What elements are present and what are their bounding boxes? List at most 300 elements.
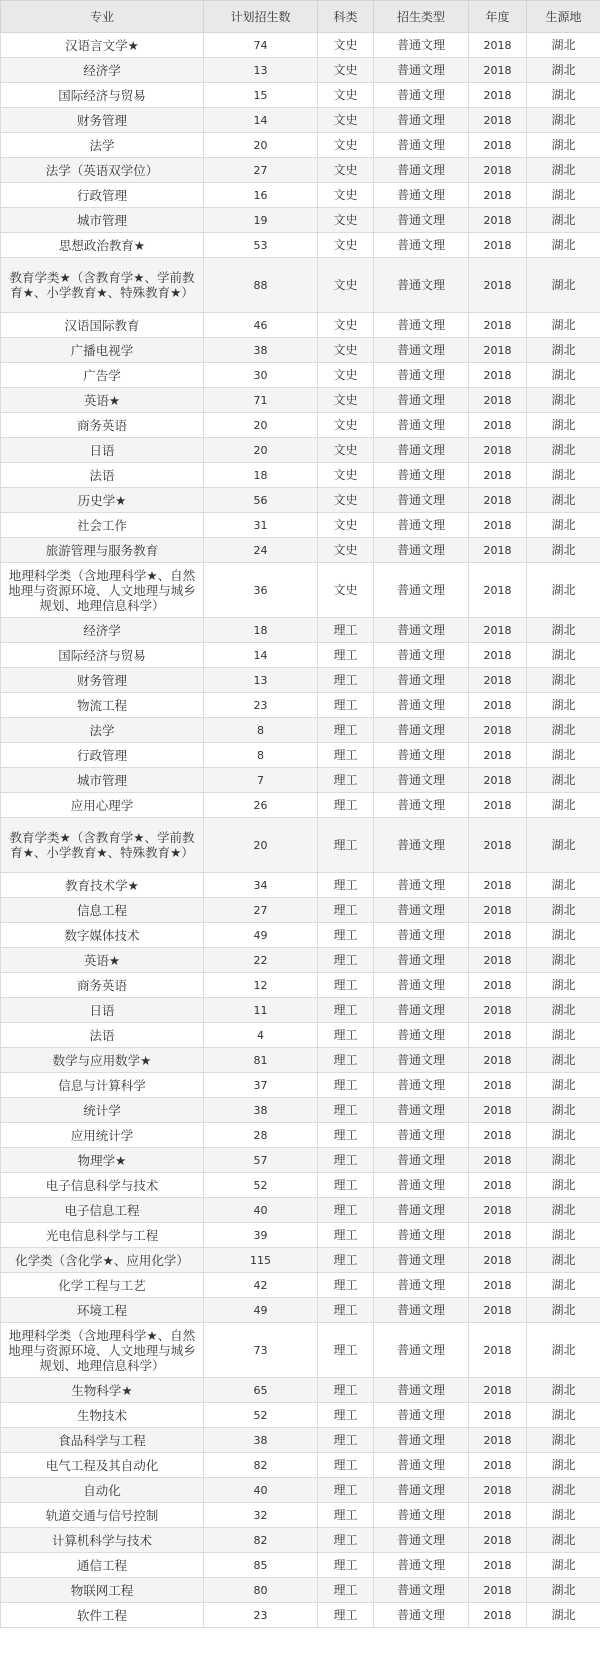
table-row xyxy=(1,948,600,973)
admission-type-cell: 普通文理 xyxy=(374,668,469,693)
admission-type-cell: 普通文理 xyxy=(374,818,469,873)
subject-category-cell: 理工 xyxy=(318,1403,374,1428)
plan-count-cell: 71 xyxy=(204,388,318,413)
major-cell: 国际经济与贸易 xyxy=(1,83,204,108)
table-row xyxy=(1,1048,600,1073)
plan-count-cell: 11 xyxy=(204,998,318,1023)
subject-category-cell: 理工 xyxy=(318,1223,374,1248)
source-province-cell: 湖北 xyxy=(527,768,600,793)
source-province-cell: 湖北 xyxy=(527,923,600,948)
year-cell: 2018 xyxy=(469,108,527,133)
admission-type-cell: 普通文理 xyxy=(374,1298,469,1323)
plan-count-cell: 32 xyxy=(204,1503,318,1528)
table-body xyxy=(1,33,600,1628)
source-province-cell: 湖北 xyxy=(527,998,600,1023)
table-row xyxy=(1,388,600,413)
admission-type-cell: 普通文理 xyxy=(374,1403,469,1428)
admission-type-cell: 普通文理 xyxy=(374,1223,469,1248)
major-cell: 英语★ xyxy=(1,948,204,973)
admission-type-cell: 普通文理 xyxy=(374,1073,469,1098)
plan-count-cell: 85 xyxy=(204,1553,318,1578)
table-row xyxy=(1,1073,600,1098)
admission-type-cell: 普通文理 xyxy=(374,973,469,998)
admission-type-cell: 普通文理 xyxy=(374,388,469,413)
admission-type-cell: 普通文理 xyxy=(374,1323,469,1378)
year-cell: 2018 xyxy=(469,33,527,58)
source-province-cell: 湖北 xyxy=(527,1378,600,1403)
admission-type-cell: 普通文理 xyxy=(374,1378,469,1403)
source-province-cell: 湖北 xyxy=(527,1098,600,1123)
major-cell: 广播电视学 xyxy=(1,338,204,363)
subject-category-cell: 理工 xyxy=(318,743,374,768)
year-cell: 2018 xyxy=(469,1048,527,1073)
plan-count-cell: 28 xyxy=(204,1123,318,1148)
major-cell: 应用统计学 xyxy=(1,1123,204,1148)
plan-count-cell: 82 xyxy=(204,1528,318,1553)
subject-category-cell: 理工 xyxy=(318,643,374,668)
table-row xyxy=(1,1298,600,1323)
source-province-cell: 湖北 xyxy=(527,1428,600,1453)
admission-type-cell: 普通文理 xyxy=(374,743,469,768)
plan-count-cell: 56 xyxy=(204,488,318,513)
source-province-cell: 湖北 xyxy=(527,693,600,718)
year-cell: 2018 xyxy=(469,1323,527,1378)
admission-type-cell: 普通文理 xyxy=(374,948,469,973)
year-cell: 2018 xyxy=(469,1528,527,1553)
plan-count-cell: 39 xyxy=(204,1223,318,1248)
admission-type-cell: 普通文理 xyxy=(374,563,469,618)
source-province-cell: 湖北 xyxy=(527,538,600,563)
source-province-cell: 湖北 xyxy=(527,133,600,158)
year-cell: 2018 xyxy=(469,183,527,208)
source-province-cell: 湖北 xyxy=(527,1603,600,1628)
major-cell: 统计学 xyxy=(1,1098,204,1123)
year-cell: 2018 xyxy=(469,133,527,158)
table-row xyxy=(1,693,600,718)
subject-category-cell: 理工 xyxy=(318,873,374,898)
major-cell: 经济学 xyxy=(1,58,204,83)
subject-category-cell: 理工 xyxy=(318,1553,374,1578)
admission-type-cell: 普通文理 xyxy=(374,233,469,258)
plan-count-cell: 38 xyxy=(204,338,318,363)
admission-type-cell: 普通文理 xyxy=(374,488,469,513)
plan-count-cell: 53 xyxy=(204,233,318,258)
source-province-cell: 湖北 xyxy=(527,1478,600,1503)
table-row xyxy=(1,873,600,898)
subject-category-cell: 理工 xyxy=(318,1503,374,1528)
plan-count-cell: 7 xyxy=(204,768,318,793)
column-header-plan-count: 计划招生数 xyxy=(204,1,318,33)
year-cell: 2018 xyxy=(469,818,527,873)
major-cell: 计算机科学与技术 xyxy=(1,1528,204,1553)
subject-category-cell: 理工 xyxy=(318,1123,374,1148)
subject-category-cell: 文史 xyxy=(318,183,374,208)
subject-category-cell: 文史 xyxy=(318,258,374,313)
major-cell: 旅游管理与服务教育 xyxy=(1,538,204,563)
year-cell: 2018 xyxy=(469,463,527,488)
subject-category-cell: 文史 xyxy=(318,363,374,388)
plan-count-cell: 88 xyxy=(204,258,318,313)
plan-count-cell: 46 xyxy=(204,313,318,338)
source-province-cell: 湖北 xyxy=(527,363,600,388)
plan-count-cell: 81 xyxy=(204,1048,318,1073)
table-row xyxy=(1,1323,600,1378)
table-row xyxy=(1,1098,600,1123)
admission-type-cell: 普通文理 xyxy=(374,1048,469,1073)
source-province-cell: 湖北 xyxy=(527,58,600,83)
year-cell: 2018 xyxy=(469,718,527,743)
table-row xyxy=(1,793,600,818)
table-row xyxy=(1,1478,600,1503)
subject-category-cell: 理工 xyxy=(318,1323,374,1378)
subject-category-cell: 文史 xyxy=(318,538,374,563)
plan-count-cell: 15 xyxy=(204,83,318,108)
admission-type-cell: 普通文理 xyxy=(374,768,469,793)
source-province-cell: 湖北 xyxy=(527,1528,600,1553)
plan-count-cell: 65 xyxy=(204,1378,318,1403)
subject-category-cell: 理工 xyxy=(318,1478,374,1503)
major-cell: 电子信息科学与技术 xyxy=(1,1173,204,1198)
admission-type-cell: 普通文理 xyxy=(374,1503,469,1528)
table-row xyxy=(1,83,600,108)
subject-category-cell: 理工 xyxy=(318,818,374,873)
admission-type-cell: 普通文理 xyxy=(374,33,469,58)
year-cell: 2018 xyxy=(469,313,527,338)
subject-category-cell: 理工 xyxy=(318,1148,374,1173)
table-row xyxy=(1,1223,600,1248)
table-row xyxy=(1,1023,600,1048)
admission-type-cell: 普通文理 xyxy=(374,413,469,438)
subject-category-cell: 文史 xyxy=(318,83,374,108)
source-province-cell: 湖北 xyxy=(527,898,600,923)
major-cell: 教育学类★（含教育学★、学前教育★、小学教育★、特殊教育★） xyxy=(1,258,204,313)
year-cell: 2018 xyxy=(469,1198,527,1223)
table-row xyxy=(1,183,600,208)
table-row xyxy=(1,1553,600,1578)
source-province-cell: 湖北 xyxy=(527,873,600,898)
subject-category-cell: 文史 xyxy=(318,488,374,513)
table-row xyxy=(1,438,600,463)
plan-count-cell: 4 xyxy=(204,1023,318,1048)
year-cell: 2018 xyxy=(469,1223,527,1248)
major-cell: 教育学类★（含教育学★、学前教育★、小学教育★、特殊教育★） xyxy=(1,818,204,873)
table-row xyxy=(1,718,600,743)
table-row xyxy=(1,1248,600,1273)
admission-type-cell: 普通文理 xyxy=(374,1023,469,1048)
subject-category-cell: 理工 xyxy=(318,1198,374,1223)
admission-type-cell: 普通文理 xyxy=(374,718,469,743)
year-cell: 2018 xyxy=(469,83,527,108)
admission-type-cell: 普通文理 xyxy=(374,313,469,338)
subject-category-cell: 理工 xyxy=(318,948,374,973)
subject-category-cell: 理工 xyxy=(318,1098,374,1123)
plan-count-cell: 14 xyxy=(204,108,318,133)
admission-type-cell: 普通文理 xyxy=(374,538,469,563)
source-province-cell: 湖北 xyxy=(527,743,600,768)
subject-category-cell: 理工 xyxy=(318,1428,374,1453)
subject-category-cell: 理工 xyxy=(318,1048,374,1073)
year-cell: 2018 xyxy=(469,618,527,643)
major-cell: 物联网工程 xyxy=(1,1578,204,1603)
column-header-subject-category: 科类 xyxy=(318,1,374,33)
plan-count-cell: 20 xyxy=(204,413,318,438)
major-cell: 城市管理 xyxy=(1,768,204,793)
table-row xyxy=(1,413,600,438)
major-cell: 历史学★ xyxy=(1,488,204,513)
year-cell: 2018 xyxy=(469,1578,527,1603)
admission-type-cell: 普通文理 xyxy=(374,1478,469,1503)
major-cell: 环境工程 xyxy=(1,1298,204,1323)
table-row xyxy=(1,1578,600,1603)
table-row xyxy=(1,33,600,58)
subject-category-cell: 文史 xyxy=(318,413,374,438)
subject-category-cell: 理工 xyxy=(318,973,374,998)
major-cell: 法学 xyxy=(1,718,204,743)
admission-type-cell: 普通文理 xyxy=(374,58,469,83)
major-cell: 软件工程 xyxy=(1,1603,204,1628)
year-cell: 2018 xyxy=(469,1478,527,1503)
admission-type-cell: 普通文理 xyxy=(374,923,469,948)
source-province-cell: 湖北 xyxy=(527,643,600,668)
column-header-admission-type: 招生类型 xyxy=(374,1,469,33)
table-row xyxy=(1,1603,600,1628)
table-row xyxy=(1,768,600,793)
major-cell: 思想政治教育★ xyxy=(1,233,204,258)
table-row xyxy=(1,158,600,183)
source-province-cell: 湖北 xyxy=(527,1248,600,1273)
major-cell: 化学类（含化学★、应用化学） xyxy=(1,1248,204,1273)
major-cell: 财务管理 xyxy=(1,108,204,133)
year-cell: 2018 xyxy=(469,1298,527,1323)
year-cell: 2018 xyxy=(469,158,527,183)
plan-count-cell: 49 xyxy=(204,1298,318,1323)
table-row xyxy=(1,258,600,313)
year-cell: 2018 xyxy=(469,1148,527,1173)
subject-category-cell: 理工 xyxy=(318,923,374,948)
source-province-cell: 湖北 xyxy=(527,1123,600,1148)
source-province-cell: 湖北 xyxy=(527,718,600,743)
table-row xyxy=(1,488,600,513)
subject-category-cell: 理工 xyxy=(318,768,374,793)
year-cell: 2018 xyxy=(469,948,527,973)
source-province-cell: 湖北 xyxy=(527,1273,600,1298)
plan-count-cell: 57 xyxy=(204,1148,318,1173)
subject-category-cell: 文史 xyxy=(318,33,374,58)
table-row xyxy=(1,1428,600,1453)
admission-type-cell: 普通文理 xyxy=(374,618,469,643)
table-row xyxy=(1,1503,600,1528)
year-cell: 2018 xyxy=(469,1403,527,1428)
source-province-cell: 湖北 xyxy=(527,1223,600,1248)
admission-type-cell: 普通文理 xyxy=(374,1603,469,1628)
plan-count-cell: 18 xyxy=(204,618,318,643)
subject-category-cell: 理工 xyxy=(318,1603,374,1628)
table-row xyxy=(1,208,600,233)
subject-category-cell: 理工 xyxy=(318,1453,374,1478)
table-row xyxy=(1,898,600,923)
subject-category-cell: 文史 xyxy=(318,388,374,413)
admission-type-cell: 普通文理 xyxy=(374,643,469,668)
major-cell: 食品科学与工程 xyxy=(1,1428,204,1453)
major-cell: 自动化 xyxy=(1,1478,204,1503)
major-cell: 地理科学类（含地理科学★、自然地理与资源环境、人文地理与城乡规划、地理信息科学） xyxy=(1,563,204,618)
subject-category-cell: 文史 xyxy=(318,158,374,183)
source-province-cell: 湖北 xyxy=(527,338,600,363)
subject-category-cell: 理工 xyxy=(318,1578,374,1603)
major-cell: 教育技术学★ xyxy=(1,873,204,898)
year-cell: 2018 xyxy=(469,388,527,413)
table-row xyxy=(1,643,600,668)
major-cell: 生物技术 xyxy=(1,1403,204,1428)
plan-count-cell: 27 xyxy=(204,158,318,183)
admission-type-cell: 普通文理 xyxy=(374,1553,469,1578)
subject-category-cell: 理工 xyxy=(318,898,374,923)
plan-count-cell: 49 xyxy=(204,923,318,948)
admission-type-cell: 普通文理 xyxy=(374,1273,469,1298)
plan-count-cell: 38 xyxy=(204,1098,318,1123)
plan-count-cell: 40 xyxy=(204,1478,318,1503)
column-header-source-province: 生源地 xyxy=(527,1,600,33)
admission-type-cell: 普通文理 xyxy=(374,898,469,923)
plan-count-cell: 37 xyxy=(204,1073,318,1098)
subject-category-cell: 理工 xyxy=(318,1073,374,1098)
admission-type-cell: 普通文理 xyxy=(374,1148,469,1173)
admission-type-cell: 普通文理 xyxy=(374,513,469,538)
plan-count-cell: 34 xyxy=(204,873,318,898)
plan-count-cell: 8 xyxy=(204,718,318,743)
subject-category-cell: 理工 xyxy=(318,693,374,718)
plan-count-cell: 80 xyxy=(204,1578,318,1603)
admission-type-cell: 普通文理 xyxy=(374,1248,469,1273)
year-cell: 2018 xyxy=(469,1428,527,1453)
table-row xyxy=(1,108,600,133)
table-row xyxy=(1,513,600,538)
plan-count-cell: 74 xyxy=(204,33,318,58)
subject-category-cell: 文史 xyxy=(318,563,374,618)
year-cell: 2018 xyxy=(469,643,527,668)
admission-type-cell: 普通文理 xyxy=(374,1098,469,1123)
plan-count-cell: 18 xyxy=(204,463,318,488)
source-province-cell: 湖北 xyxy=(527,1453,600,1478)
source-province-cell: 湖北 xyxy=(527,1323,600,1378)
plan-count-cell: 40 xyxy=(204,1198,318,1223)
year-cell: 2018 xyxy=(469,488,527,513)
subject-category-cell: 文史 xyxy=(318,133,374,158)
major-cell: 信息工程 xyxy=(1,898,204,923)
admission-type-cell: 普通文理 xyxy=(374,1528,469,1553)
year-cell: 2018 xyxy=(469,1248,527,1273)
major-cell: 法学（英语双学位） xyxy=(1,158,204,183)
admission-type-cell: 普通文理 xyxy=(374,438,469,463)
source-province-cell: 湖北 xyxy=(527,463,600,488)
subject-category-cell: 理工 xyxy=(318,668,374,693)
year-cell: 2018 xyxy=(469,1603,527,1628)
admission-type-cell: 普通文理 xyxy=(374,183,469,208)
subject-category-cell: 文史 xyxy=(318,513,374,538)
table-row xyxy=(1,463,600,488)
admission-type-cell: 普通文理 xyxy=(374,1453,469,1478)
table-row xyxy=(1,818,600,873)
plan-count-cell: 27 xyxy=(204,898,318,923)
year-cell: 2018 xyxy=(469,1553,527,1578)
year-cell: 2018 xyxy=(469,538,527,563)
admission-type-cell: 普通文理 xyxy=(374,363,469,388)
admission-type-cell: 普通文理 xyxy=(374,133,469,158)
major-cell: 应用心理学 xyxy=(1,793,204,818)
table-row xyxy=(1,973,600,998)
source-province-cell: 湖北 xyxy=(527,563,600,618)
year-cell: 2018 xyxy=(469,1378,527,1403)
plan-count-cell: 42 xyxy=(204,1273,318,1298)
plan-count-cell: 52 xyxy=(204,1173,318,1198)
plan-count-cell: 12 xyxy=(204,973,318,998)
column-header-year: 年度 xyxy=(469,1,527,33)
year-cell: 2018 xyxy=(469,208,527,233)
subject-category-cell: 理工 xyxy=(318,618,374,643)
major-cell: 物理学★ xyxy=(1,1148,204,1173)
source-province-cell: 湖北 xyxy=(527,1298,600,1323)
source-province-cell: 湖北 xyxy=(527,1023,600,1048)
year-cell: 2018 xyxy=(469,743,527,768)
plan-count-cell: 13 xyxy=(204,668,318,693)
major-cell: 英语★ xyxy=(1,388,204,413)
year-cell: 2018 xyxy=(469,1453,527,1478)
admission-type-cell: 普通文理 xyxy=(374,873,469,898)
table-row xyxy=(1,563,600,618)
table-header-row xyxy=(1,1,600,33)
year-cell: 2018 xyxy=(469,438,527,463)
major-cell: 日语 xyxy=(1,998,204,1023)
table-row xyxy=(1,133,600,158)
table-row xyxy=(1,1198,600,1223)
plan-count-cell: 14 xyxy=(204,643,318,668)
subject-category-cell: 理工 xyxy=(318,1378,374,1403)
plan-count-cell: 82 xyxy=(204,1453,318,1478)
source-province-cell: 湖北 xyxy=(527,413,600,438)
year-cell: 2018 xyxy=(469,513,527,538)
plan-count-cell: 23 xyxy=(204,1603,318,1628)
year-cell: 2018 xyxy=(469,563,527,618)
subject-category-cell: 文史 xyxy=(318,313,374,338)
source-province-cell: 湖北 xyxy=(527,668,600,693)
year-cell: 2018 xyxy=(469,1098,527,1123)
admission-type-cell: 普通文理 xyxy=(374,693,469,718)
table-row xyxy=(1,313,600,338)
year-cell: 2018 xyxy=(469,693,527,718)
table-row xyxy=(1,923,600,948)
source-province-cell: 湖北 xyxy=(527,1148,600,1173)
major-cell: 电气工程及其自动化 xyxy=(1,1453,204,1478)
major-cell: 法语 xyxy=(1,1023,204,1048)
admission-type-cell: 普通文理 xyxy=(374,108,469,133)
year-cell: 2018 xyxy=(469,1123,527,1148)
plan-count-cell: 24 xyxy=(204,538,318,563)
admission-type-cell: 普通文理 xyxy=(374,83,469,108)
plan-count-cell: 23 xyxy=(204,693,318,718)
plan-count-cell: 16 xyxy=(204,183,318,208)
column-header-major: 专业 xyxy=(1,1,204,33)
table-row xyxy=(1,233,600,258)
major-cell: 广告学 xyxy=(1,363,204,388)
subject-category-cell: 文史 xyxy=(318,438,374,463)
source-province-cell: 湖北 xyxy=(527,488,600,513)
year-cell: 2018 xyxy=(469,363,527,388)
plan-count-cell: 30 xyxy=(204,363,318,388)
source-province-cell: 湖北 xyxy=(527,818,600,873)
major-cell: 商务英语 xyxy=(1,973,204,998)
year-cell: 2018 xyxy=(469,998,527,1023)
major-cell: 通信工程 xyxy=(1,1553,204,1578)
